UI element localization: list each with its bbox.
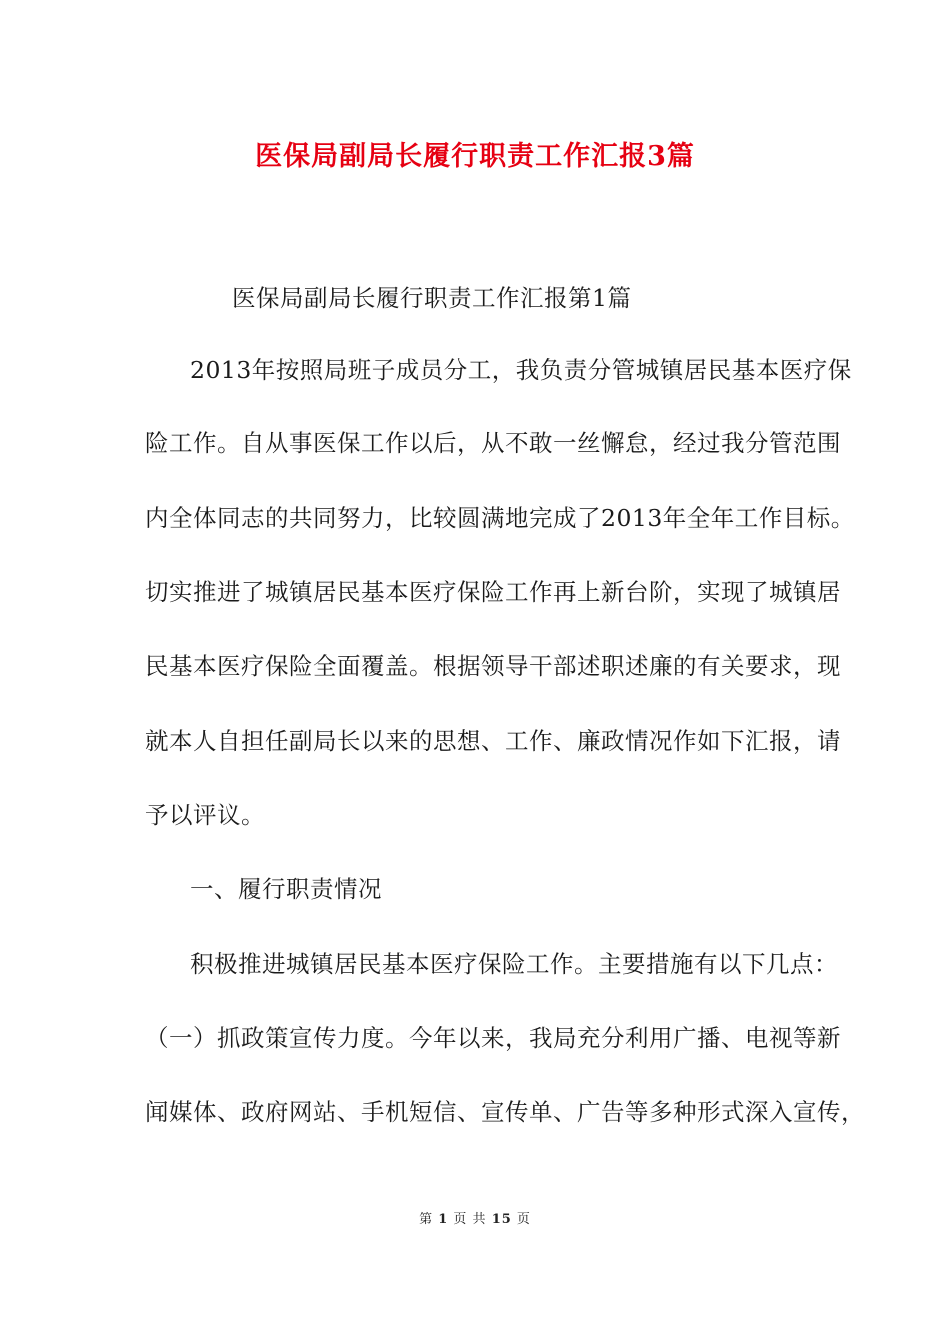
footer-suffix: 页: [516, 1212, 531, 1227]
current-page-number: 1: [438, 1212, 449, 1227]
page-footer: [0, 1208, 950, 1227]
section-heading-1: 医保局副局长履行职责工作汇报第1篇: [232, 284, 632, 312]
footer-prefix: 第: [419, 1212, 434, 1227]
paragraph-line: 险工作。自从事医保工作以后，从不敢一丝懈怠，经过我分管范围: [145, 429, 841, 457]
paragraph-line: 积极推进城镇居民基本医疗保险工作。主要措施有以下几点：: [190, 950, 838, 978]
paragraph-line: 就本人自担任副局长以来的思想、工作、廉政情况作如下汇报，请: [145, 727, 841, 755]
paragraph-line: 2013年按照局班子成员分工，我负责分管城镇居民基本医疗保: [190, 356, 852, 384]
paragraph-line: （一）抓政策宣传力度。今年以来，我局充分利用广播、电视等新: [145, 1024, 841, 1052]
paragraph-line: 切实推进了城镇居民基本医疗保险工作再上新台阶，实现了城镇居: [145, 578, 841, 606]
document-title: 医保局副局长履行职责工作汇报3篇: [255, 141, 695, 172]
paragraph-line: 内全体同志的共同努力，比较圆满地完成了2013年全年工作目标。: [145, 504, 855, 532]
subsection-heading: 一、履行职责情况: [190, 875, 382, 903]
footer-middle: 页 共: [453, 1212, 487, 1227]
paragraph-line: 民基本医疗保险全面覆盖。根据领导干部述职述廉的有关要求，现: [145, 652, 841, 680]
paragraph-line: 闻媒体、政府网站、手机短信、宣传单、广告等多种形式深入宣传，: [145, 1098, 865, 1126]
total-pages-number: 15: [491, 1212, 512, 1227]
paragraph-line: 予以评议。: [145, 801, 265, 829]
